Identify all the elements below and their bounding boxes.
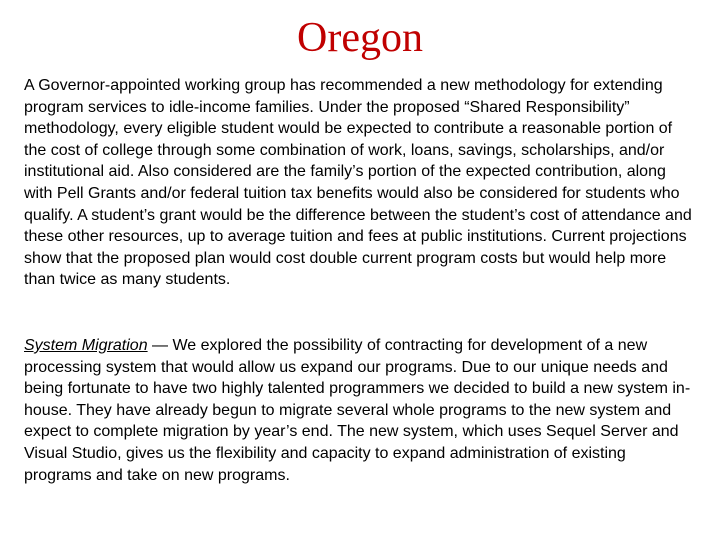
system-migration-heading: System Migration (24, 337, 148, 354)
paragraph-shared-responsibility: A Governor-appointed working group has recommended a new methodology for extending program services to idle-income families. Under the proposed “Shared Responsibility” methodology, every eligible student would be expected to contribute a reasonable portion of the cost of college through some combination of work, loans, savings, scholarships, and/or institutional aid. Also considered are the family’s portion of the expected contribution, along with Pell Grants and/or federal tuition tax benefits would also be considered for students who qualify. A student’s grant would be the difference between the student’s cost of attendance and these other resources, up to average tuition and fees at public institutions. Current projections show that the proposed plan would cost double current program costs but would help more than twice as many students. (24, 77, 692, 289)
paragraph-system-migration (24, 335, 696, 486)
slide-title: Oregon (297, 15, 423, 61)
system-migration-text: We explored the possibility of contracting for development of a new processing system that would allow us expand our programs. Due to our unique needs and being fortunate to have two highly talented programmers we decided to build a new system in-house. They have already begun to migrate several whole programs to the new system and expect to complete migration by year’s end. The new system, which uses Sequel Server and Visual Studio, gives us the flexibility and capacity to expand administration of existing programs and take on new programs. (24, 337, 691, 484)
em-dash-separator: — (147, 337, 173, 354)
